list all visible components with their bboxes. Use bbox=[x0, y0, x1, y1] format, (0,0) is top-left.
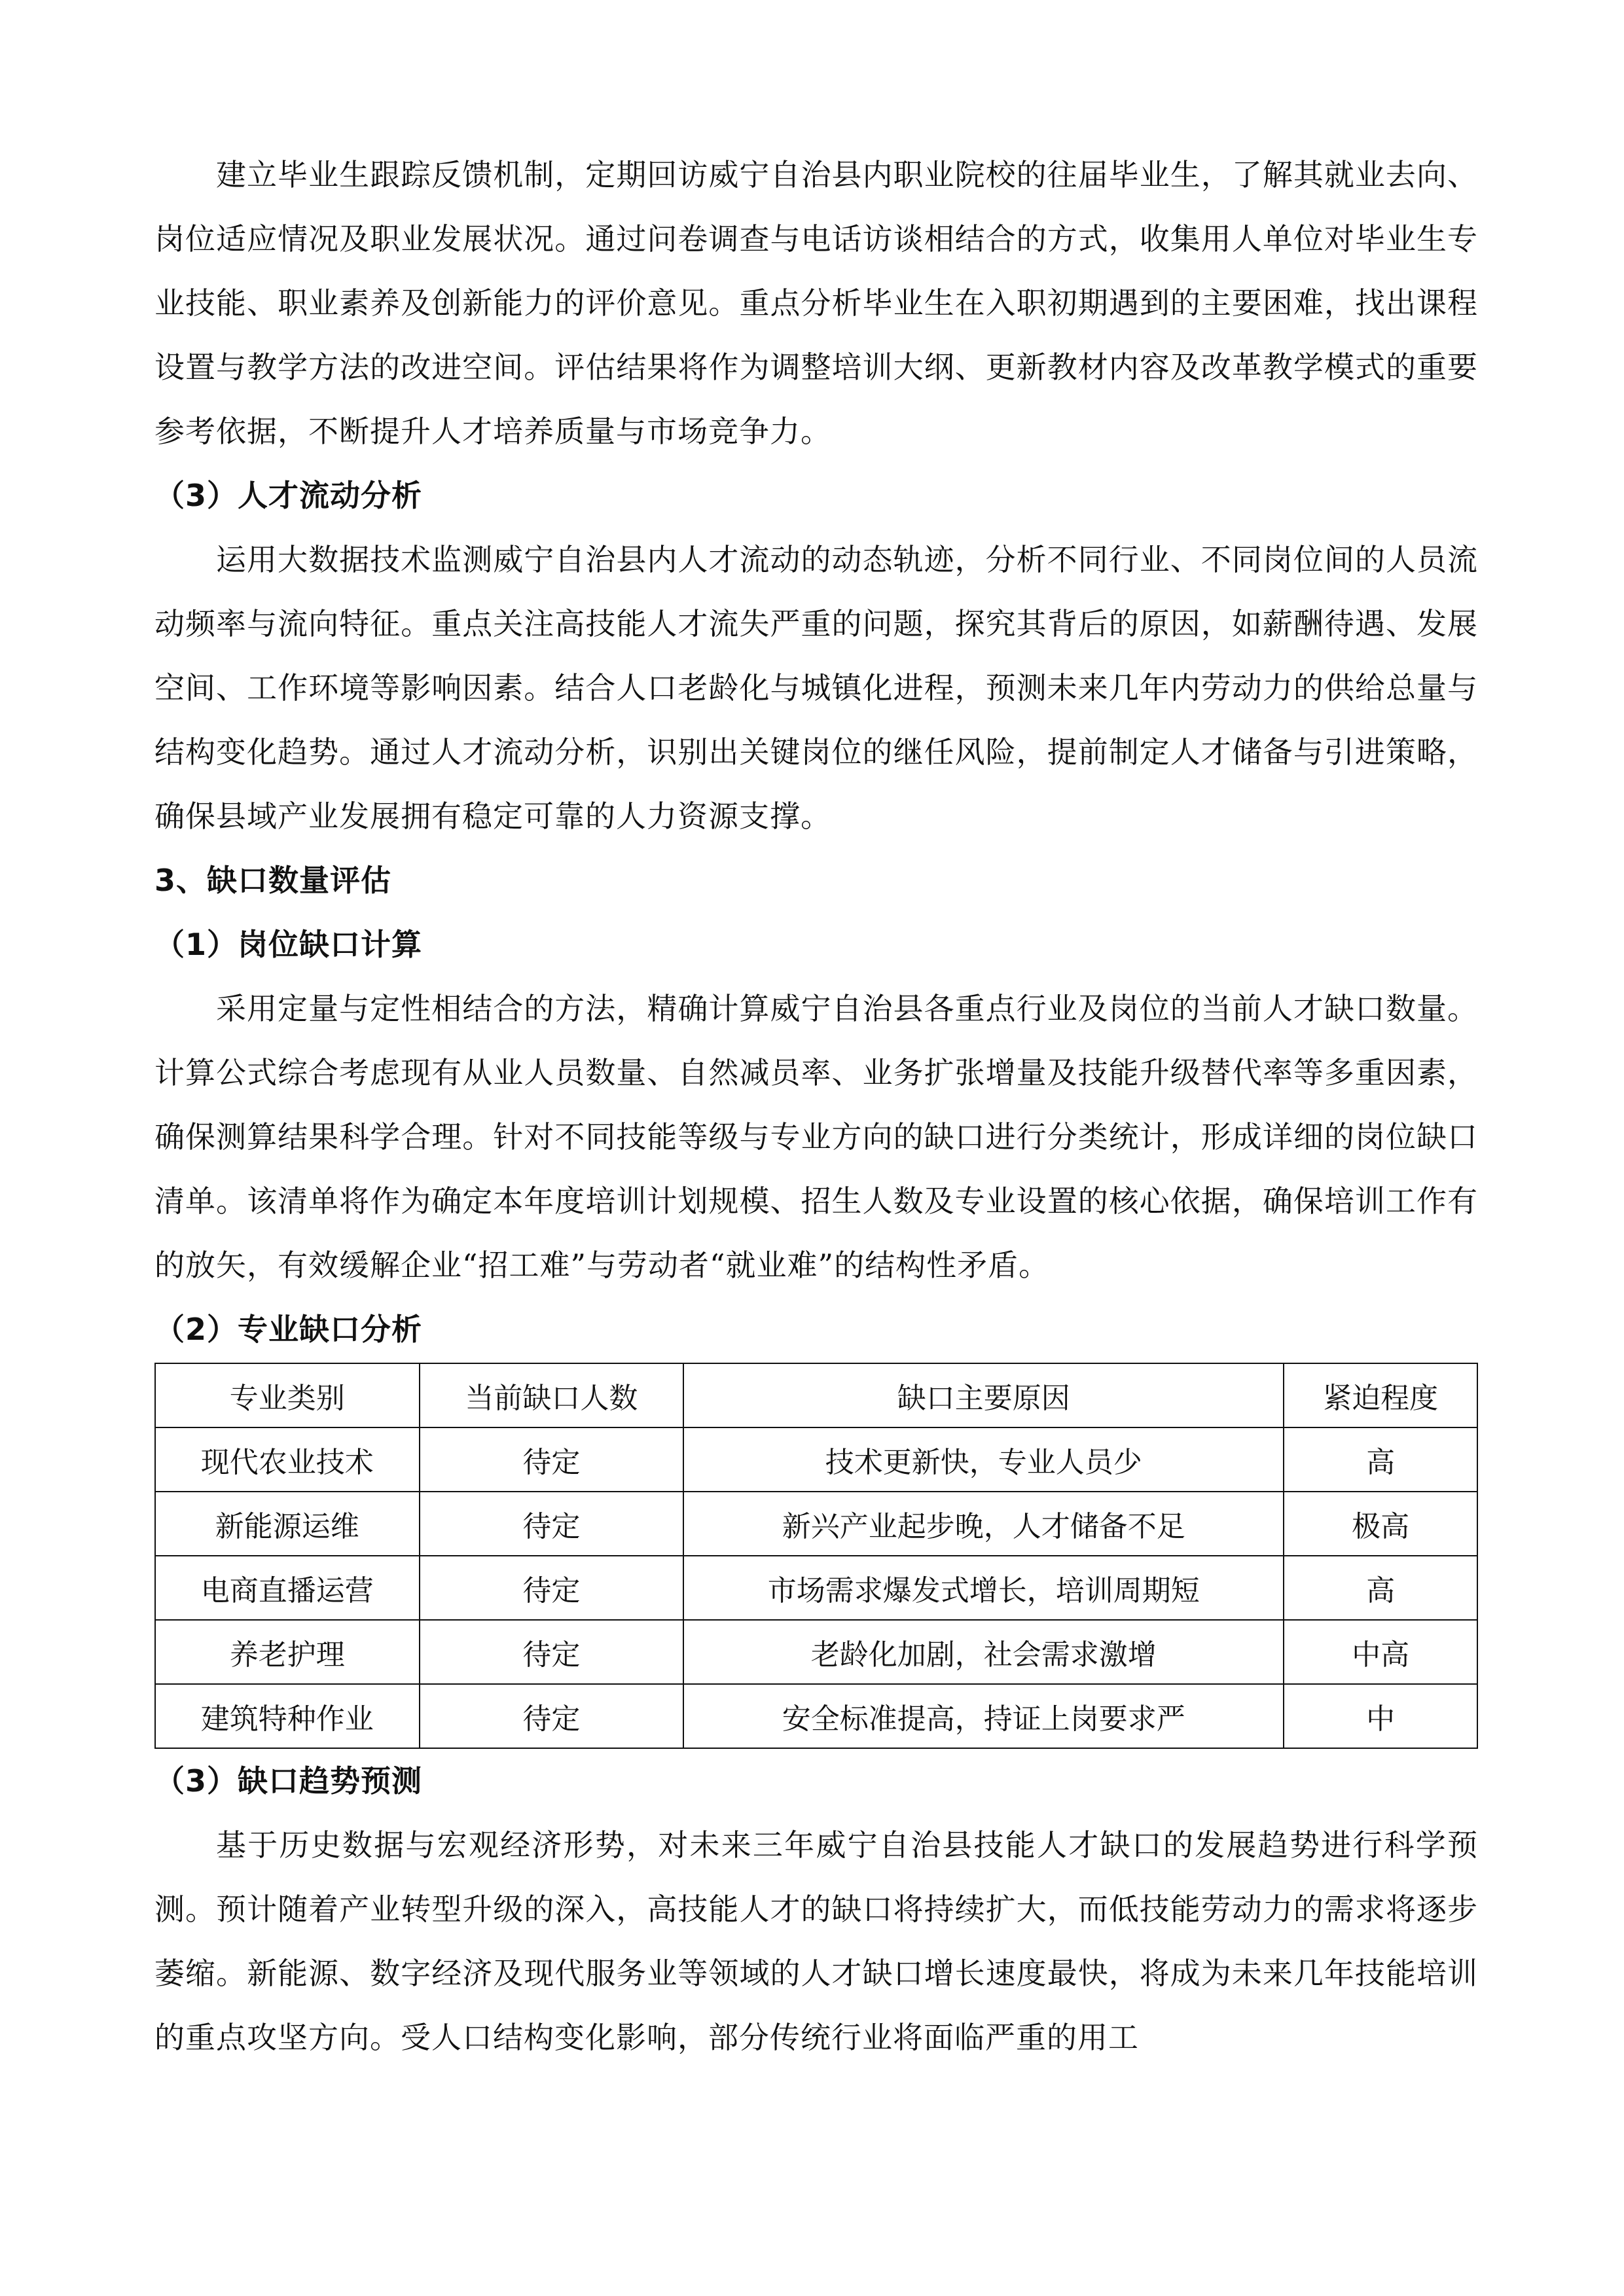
table-row bbox=[155, 1620, 1477, 1684]
table-cell: 中高 bbox=[1284, 1620, 1477, 1684]
major-gap-table bbox=[154, 1363, 1478, 1749]
table-row bbox=[155, 1556, 1477, 1620]
table-cell: 待定 bbox=[420, 1427, 684, 1492]
table-cell: 待定 bbox=[420, 1684, 684, 1748]
table-cell: 中 bbox=[1284, 1684, 1477, 1748]
table-cell: 市场需求爆发式增长，培训周期短 bbox=[683, 1556, 1284, 1620]
table-cell: 建筑特种作业 bbox=[155, 1684, 420, 1748]
heading-position-gap: （1）岗位缺口计算 bbox=[154, 927, 423, 962]
paragraph-talent-flow: 运用大数据技术监测威宁自治县内人才流动的动态轨迹，分析不同行业、不同岗位间的人员流动频率与流向特征。重点关注高技能人才流失严重的问题，探究其背后的原因，如薪酬待遇、发展空间、工作环境等影响因素。结合人口老龄化与城镇化进程，预测未来几年内劳动力的供给总量与结构变化趋势。通过人才流动分析，识别出关键岗位的继任风险，提前制定人才储备与引进策略，确保县域产业发展拥有稳定可靠的人力资源支撑。 bbox=[154, 542, 1478, 834]
paragraph-gap-trend: 基于历史数据与宏观经济形势，对未来三年威宁自治县技能人才缺口的发展趋势进行科学预测。预计随着产业转型升级的深入，高技能人才的缺口将持续扩大，而低技能劳动力的需求将逐步萎缩。新能源、数字经济及现代服务业等领域的人才缺口增长速度最快，将成为未来几年技能培训的重点攻坚方向。受人口结构变化影响，部分传统行业将面临严重的用工 bbox=[154, 1827, 1478, 2055]
table-header-cell: 专业类别 bbox=[155, 1363, 420, 1427]
table-cell: 待定 bbox=[420, 1620, 684, 1684]
table-cell: 技术更新快，专业人员少 bbox=[683, 1427, 1284, 1492]
paragraph-position-gap: 采用定量与定性相结合的方法，精确计算威宁自治县各重点行业及岗位的当前人才缺口数量。计算公式综合考虑现有从业人员数量、自然减员率、业务扩张增量及技能升级替代率等多重因素，确保测算结果科学合理。针对不同技能等级与专业方向的缺口进行分类统计，形成详细的岗位缺口清单。该清单将作为确定本年度培训计划规模、招生人数及专业设置的核心依据，确保培训工作有的放矢，有效缓解企业“招工难”与劳动者“就业难”的结构性矛盾。 bbox=[154, 991, 1478, 1283]
table-cell: 高 bbox=[1284, 1556, 1477, 1620]
table-cell: 新兴产业起步晚，人才储备不足 bbox=[683, 1492, 1284, 1556]
table-cell: 现代农业技术 bbox=[155, 1427, 420, 1492]
table-cell: 电商直播运营 bbox=[155, 1556, 420, 1620]
table-row bbox=[155, 1684, 1477, 1748]
heading-gap-trend: （3）缺口趋势预测 bbox=[154, 1763, 423, 1799]
heading-major-gap: （2）专业缺口分析 bbox=[154, 1312, 423, 1347]
table-cell: 新能源运维 bbox=[155, 1492, 420, 1556]
table-cell: 极高 bbox=[1284, 1492, 1477, 1556]
table-header-row bbox=[155, 1363, 1477, 1427]
table-cell: 老龄化加剧，社会需求激增 bbox=[683, 1620, 1284, 1684]
table-row bbox=[155, 1492, 1477, 1556]
table-cell: 安全标准提高，持证上岗要求严 bbox=[683, 1684, 1284, 1748]
table-cell: 待定 bbox=[420, 1556, 684, 1620]
table-header-cell: 缺口主要原因 bbox=[683, 1363, 1284, 1427]
table-header-cell: 当前缺口人数 bbox=[420, 1363, 684, 1427]
heading-talent-flow: （3）人才流动分析 bbox=[154, 478, 423, 513]
table-header-cell: 紧迫程度 bbox=[1284, 1363, 1477, 1427]
document-page bbox=[154, 143, 1478, 2070]
table-cell: 高 bbox=[1284, 1427, 1477, 1492]
table-row bbox=[155, 1427, 1477, 1492]
table-cell: 养老护理 bbox=[155, 1620, 420, 1684]
paragraph-graduate-feedback: 建立毕业生跟踪反馈机制，定期回访威宁自治县内职业院校的往届毕业生，了解其就业去向、岗位适应情况及职业发展状况。通过问卷调查与电话访谈相结合的方式，收集用人单位对毕业生专业技能、职业素养及创新能力的评价意见。重点分析毕业生在入职初期遇到的主要困难，找出课程设置与教学方法的改进空间。评估结果将作为调整培训大纲、更新教材内容及改革教学模式的重要参考依据，不断提升人才培养质量与市场竞争力。 bbox=[154, 157, 1478, 449]
table-cell: 待定 bbox=[420, 1492, 684, 1556]
heading-gap-evaluation: 3、缺口数量评估 bbox=[154, 863, 392, 898]
